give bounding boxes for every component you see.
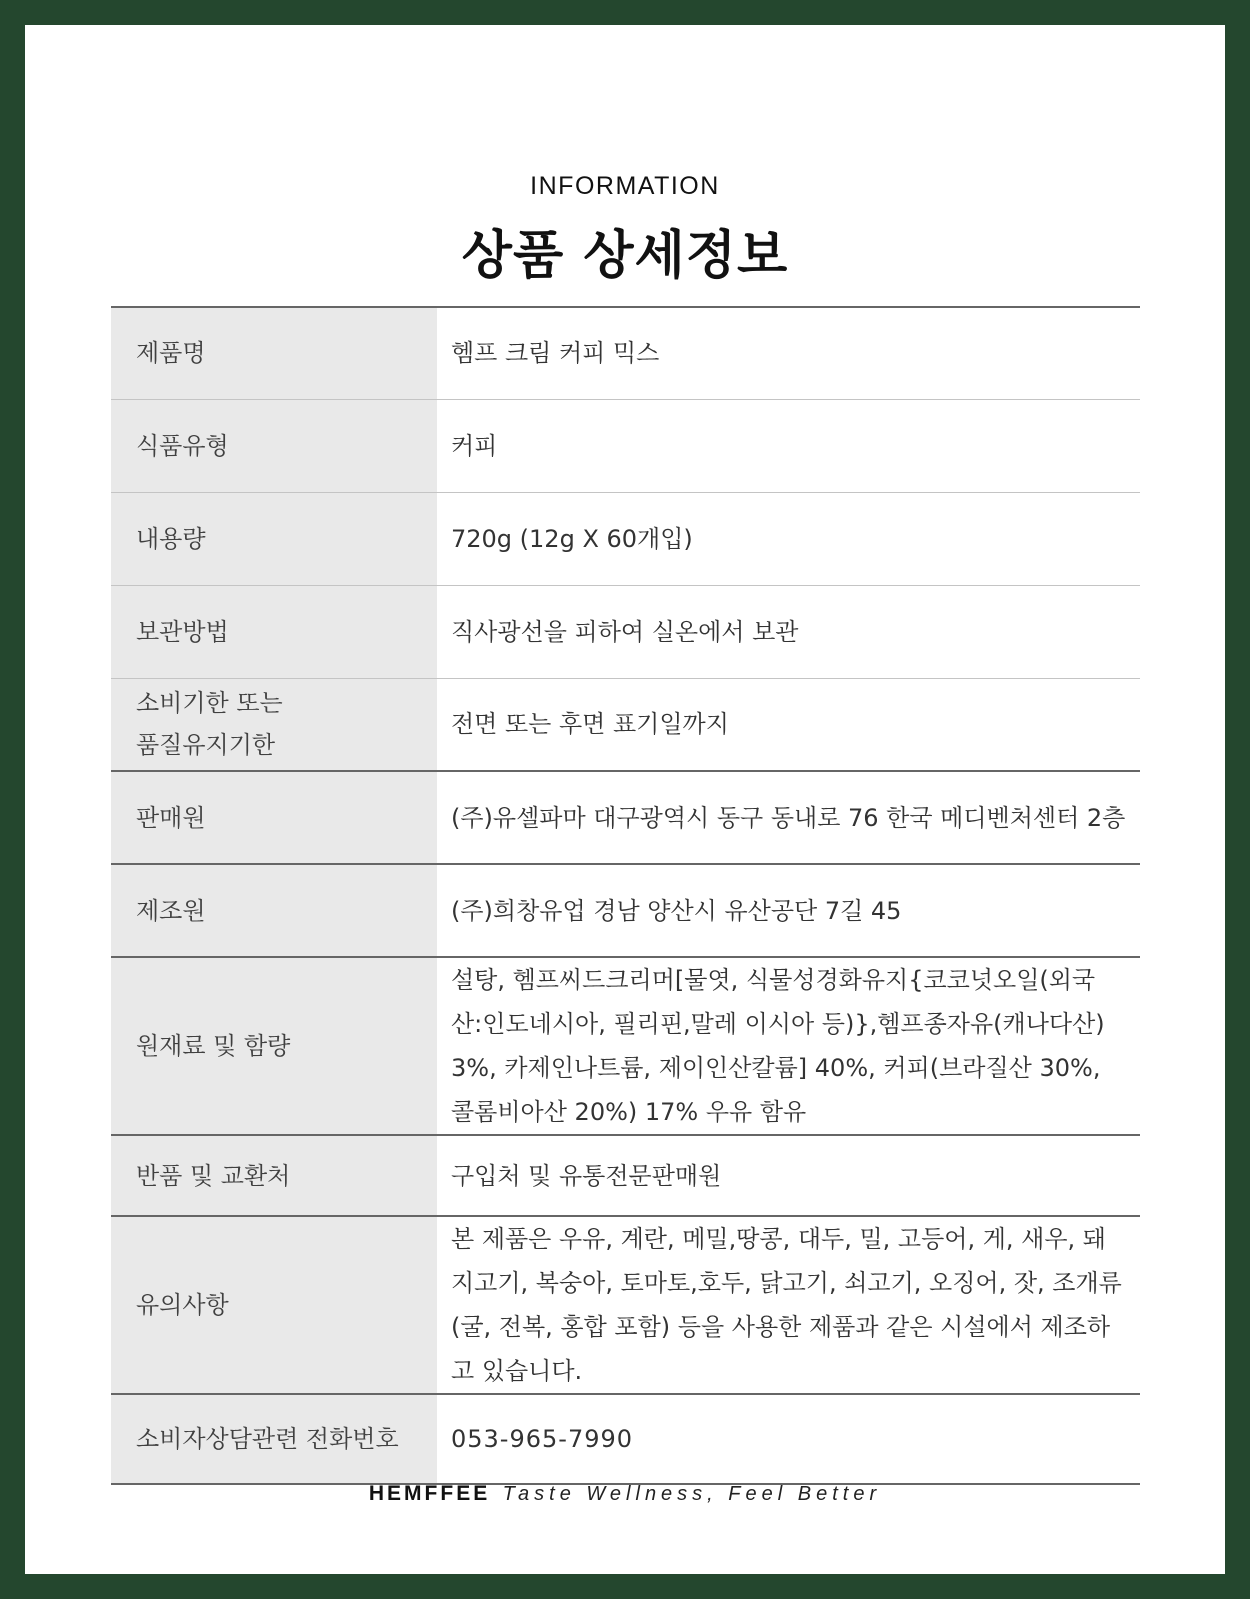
row-value: (주)유셀파마 대구광역시 동구 동내로 76 한국 메디벤처센터 2층 — [451, 803, 1126, 832]
product-info-table — [111, 306, 1140, 1485]
table-row — [111, 307, 1140, 399]
table-row — [111, 771, 1140, 864]
page-title: 상품 상세정보 — [461, 226, 789, 286]
row-label: 판매원 — [111, 771, 437, 864]
brand-tagline: Taste Wellness, Feel Better — [502, 1483, 882, 1505]
row-label: 소비기한 또는 품질유지기한 — [111, 678, 437, 771]
row-label: 제품명 — [111, 307, 437, 399]
footer — [25, 1482, 1225, 1506]
row-value: 커피 — [451, 431, 498, 460]
table-row — [111, 1135, 1140, 1216]
row-value: 720g (12g X 60개입) — [451, 524, 693, 553]
row-value: 본 제품은 우유, 계란, 메밀,땅콩, 대두, 밀, 고등어, 게, 새우, 돼지고기, 복숭아, 토마토,호두, 닭고기, 쇠고기, 오징어, 잣, 조개류(굴, 전복, 홍합 포함) 등을 사용한 제품과 같은 시설에서 제조하고 있습니다. — [451, 1225, 1122, 1385]
table-row — [111, 864, 1140, 957]
row-label: 제조원 — [111, 864, 437, 957]
row-value: 전면 또는 후면 표기일까지 — [451, 710, 729, 739]
table-row — [111, 957, 1140, 1135]
row-value: 헴프 크림 커피 믹스 — [451, 339, 660, 368]
row-label: 보관방법 — [111, 585, 437, 678]
table-row — [111, 585, 1140, 678]
row-label: 식품유형 — [111, 399, 437, 492]
row-value: 설탕, 헴프씨드크리머[물엿, 식물성경화유지{코코넛오일(외국산:인도네시아, 필리핀,말레 이시아 등)},헴프종자유(캐나다산) 3%, 카제인나트륨, 제이인산칼륨] 40%, 커피(브라질산 30%, 콜롬비아산 20%) 17% 우유 함유 — [451, 966, 1105, 1126]
row-value: 구입처 및 유통전문판매원 — [451, 1161, 722, 1190]
table-row — [111, 399, 1140, 492]
info-card — [25, 25, 1225, 1574]
brand-logo-text: HEMFFEE — [368, 1482, 491, 1505]
table-row — [111, 1394, 1140, 1484]
table-row — [111, 678, 1140, 771]
row-label: 원재료 및 함량 — [111, 957, 437, 1135]
row-label: 반품 및 교환처 — [111, 1135, 437, 1216]
section-eyebrow: INFORMATION — [530, 172, 720, 200]
row-label: 유의사항 — [111, 1216, 437, 1394]
row-label: 소비자상담관련 전화번호 — [111, 1394, 437, 1484]
table-row — [111, 492, 1140, 585]
row-label: 내용량 — [111, 492, 437, 585]
row-value: 직사광선을 피하여 실온에서 보관 — [451, 617, 799, 646]
row-value: (주)희창유업 경남 양산시 유산공단 7길 45 — [451, 896, 902, 925]
table-row — [111, 1216, 1140, 1394]
phone-number: 053-965-7990 — [451, 1425, 634, 1453]
